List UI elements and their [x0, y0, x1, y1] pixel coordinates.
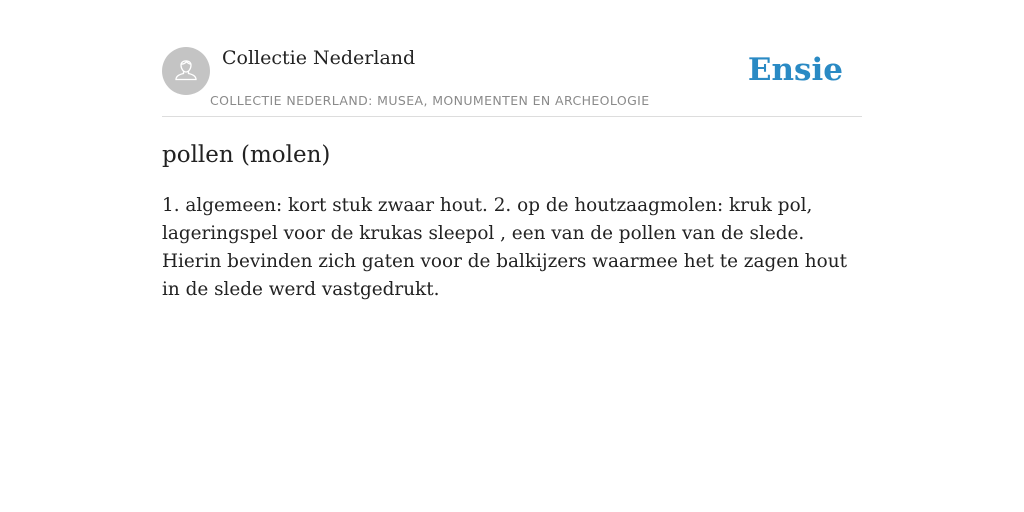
- user-icon: [171, 54, 201, 89]
- author-name-link[interactable]: Collectie Nederland: [222, 47, 416, 69]
- author-subtitle: COLLECTIE NEDERLAND: MUSEA, MONUMENTEN EN ARCHEOLOGIE: [210, 93, 650, 108]
- entry-definition: 1. algemeen: kort stuk zwaar hout. 2. op de houtzaagmolen: kruk pol, lageringspel voor de krukas sleepol , een van de pollen van de slede. Hierin bevinden zich gaten voor de balkijzers waarmee het te zagen hout in de slede werd vastgedrukt.: [162, 195, 847, 300]
- author-avatar[interactable]: [162, 47, 210, 95]
- entry-title: pollen (molen): [162, 142, 331, 168]
- ensie-logo[interactable]: Ensie: [747, 52, 843, 88]
- header: [162, 0, 862, 117]
